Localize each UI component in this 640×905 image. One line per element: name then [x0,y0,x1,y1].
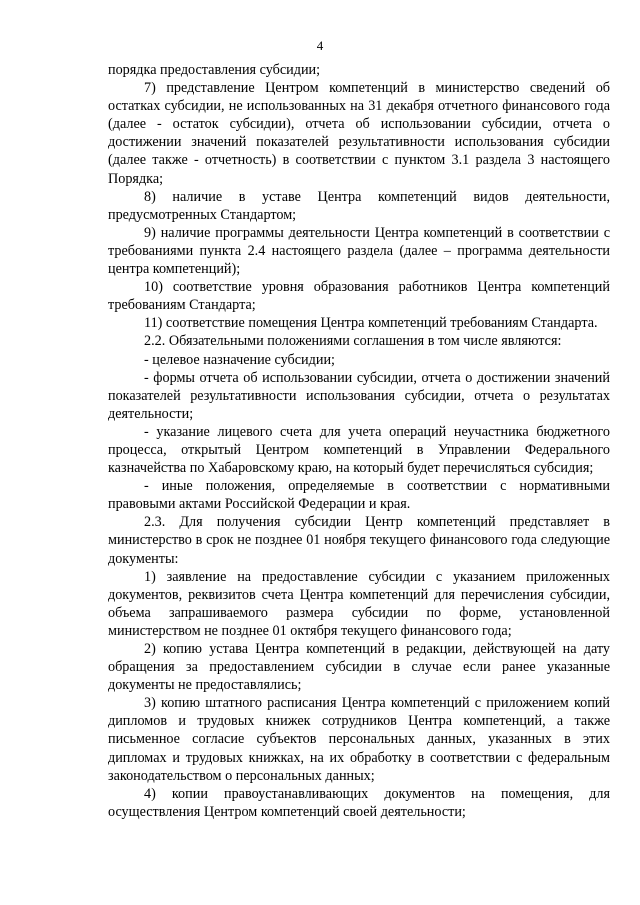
paragraph: - указание лицевого счета для учета операций неучастника бюджетного процесса, открытый Центром компетенций в Управлении Федерального казначейства по Хабаровскому краю, на который будет перечисляться субсидия; [108,423,610,477]
paragraph: 2.3. Для получения субсидии Центр компетенций представляет в министерство в срок не позднее 01 ноября текущего финансового года следующие документы: [108,514,610,567]
paragraph: 2) копию устава Центра компетенций в редакции, действующей на дату обращения за предоставлением субсидии в случае если ранее указанные документы не предоставлялись; [108,641,610,694]
paragraph: 8) наличие в уставе Центра компетенций видов деятельности, предусмотренных Стандартом; [108,188,610,223]
paragraph: 10) соответствие уровня образования работников Центра компетенций требованиям Стандарта; [108,279,610,314]
document-body [108,61,610,821]
paragraph: 7) представление Центром компетенций в министерство сведений об остатках субсидии, не использованных на 31 декабря отчетного финансового года (далее - остаток субсидии), отчета об использовании субсидии, отчета о достижении значений показателей результативности использования субсидии (далее также - отчетность) в соответствии с пунктом 3.1 раздела 3 настоящего Порядка; [108,80,610,187]
paragraph: 3) копию штатного расписания Центра компетенций с приложением копий дипломов и трудовых книжек сотрудников Центра компетенций, а также письменное согласие субъектов персональных данных, указанных в этих дипломах и трудовых книжках, на их обработку в соответствии с федеральным законодательством о персональных данных; [108,695,610,784]
paragraph: - целевое назначение субсидии; [144,351,335,368]
paragraph: 11) соответствие помещения Центра компетенций требованиям Стандарта. [144,315,598,332]
paragraph: порядка предоставления субсидии; [108,62,321,78]
paragraph: - формы отчета об использовании субсидии, отчета о достижении значений показателей результативности использования субсидии, отчета о результатах деятельности; [108,369,610,422]
paragraph: 9) наличие программы деятельности Центра компетенций в соответствии с требованиями пункта 2.4 настоящего раздела (далее – программа деятельности центра компетенций); [108,224,610,278]
paragraph: 1) заявление на предоставление субсидии с указанием приложенных документов, реквизитов счета Центра компетенций для перечисления субсидии, объема запрашиваемого размера субсидии по форме, установленной министерством не позднее 01 октября текущего финансового года; [108,568,610,639]
paragraph: - иные положения, определяемые в соответствии с нормативными правовыми актами Российской Федерации и края. [108,478,610,513]
paragraph: 4) копии правоустанавливающих документов на помещения, для осуществления Центром компетенций своей деятельности; [108,785,610,820]
page-number: 4 [316,38,324,53]
paragraph: 2.2. Обязательными положениями соглашения в том числе являются: [144,333,562,350]
